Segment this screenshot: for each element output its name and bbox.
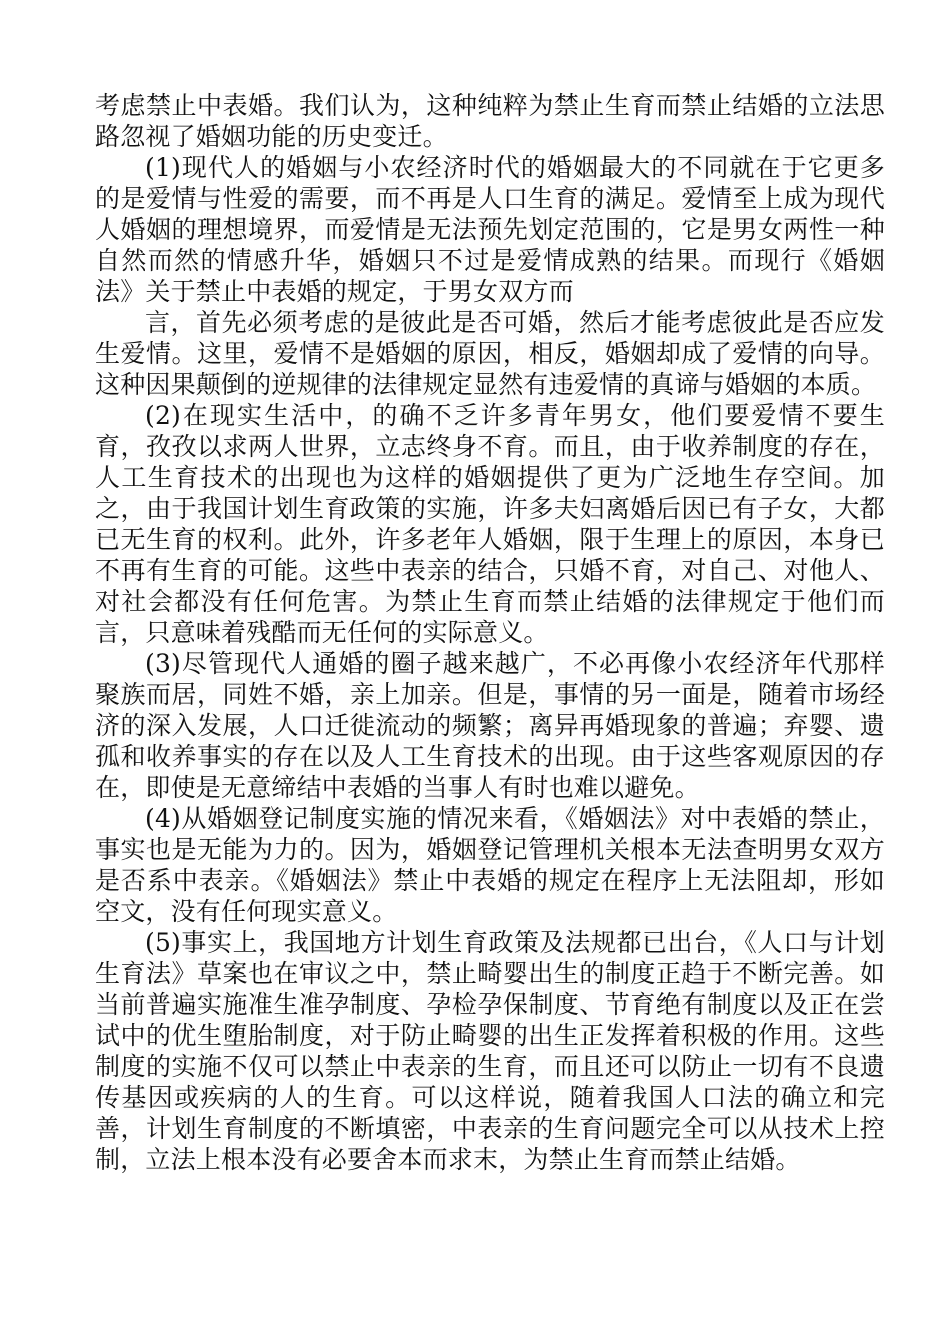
- paragraph-point-2: (2)在现实生活中，的确不乏许多青年男女，他们要爱情不要生育，孜孜以求两人世界，立志终身不育。而且，由于收养制度的存在，人工生育技术的出现也为这样的婚姻提供了更为广泛地生存空间。加之，由于我国计划生育政策的实施，许多夫妇离婚后因已有子女，大都已无生育的权利。此外，许多老年人婚姻，限于生理上的原因，本身已不再有生育的可能。这些中表亲的结合，只婚不育，对自己、对他人、对社会都没有任何危害。为禁止生育而禁止结婚的法律规定于他们而言，只意味着残酷而无任何的实际意义。: [95, 401, 885, 647]
- paragraph-point-4: (4)从婚姻登记制度实施的情况来看，《婚姻法》对中表婚的禁止，事实也是无能为力的。因为，婚姻登记管理机关根本无法查明男女双方是否系中表亲。《婚姻法》禁止中表婚的规定在程序上无法阻却，形如空文，没有任何现实意义。: [95, 804, 885, 926]
- paragraph-point-5: (5)事实上，我国地方计划生育政策及法规都已出台，《人口与计划生育法》草案也在审议之中，禁止畸婴出生的制度正趋于不断完善。如当前普遍实施准生准孕制度、孕检孕保制度、节育绝有制度以及正在尝试中的优生堕胎制度，对于防止畸婴的出生正发挥着积极的作用。这些制度的实施不仅可以禁止中表亲的生育，而且还可以防止一切有不良遗传基因或疾病的人的生育。可以这样说，随着我国人口法的确立和完善，计划生育制度的不断填密，中表亲的生育问题完全可以从技术上控制，立法上根本没有必要舍本而求末，为禁止生育而禁止结婚。: [95, 928, 885, 1174]
- paragraph-point-1-continued: 言，首先必须考虑的是彼此是否可婚，然后才能考虑彼此是否应发生爱情。这里，爱情不是婚姻的原因，相反，婚姻却成了爱情的向导。这种因果颠倒的逆规律的法律规定显然有违爱情的真谛与婚姻的本质。: [95, 308, 885, 399]
- document-page: [95, 90, 885, 1175]
- paragraph-point-3: (3)尽管现代人通婚的圈子越来越广，不必再像小农经济年代那样聚族而居，同姓不婚，亲上加亲。但是，事情的另一面是，随着市场经济的深入发展，人口迁徙流动的频繁；离异再婚现象的普遍；弃婴、遗孤和收养事实的存在以及人工生育技术的出现。由于这些客观原因的存在，即使是无意缔结中表婚的当事人有时也难以避免。: [95, 649, 885, 802]
- paragraph-intro-continuation: 考虑禁止中表婚。我们认为，这种纯粹为禁止生育而禁止结婚的立法思路忽视了婚姻功能的历史变迁。: [95, 91, 885, 151]
- paragraph-point-1: (1)现代人的婚姻与小农经济时代的婚姻最大的不同就在于它更多的是爱情与性爱的需要，而不再是人口生育的满足。爱情至上成为现代人婚姻的理想境界，而爱情是无法预先划定范围的，它是男女两性一种自然而然的情感升华，婚姻只不过是爱情成熟的结果。而现行《婚姻法》关于禁止中表婚的规定，于男女双方而: [95, 153, 885, 306]
